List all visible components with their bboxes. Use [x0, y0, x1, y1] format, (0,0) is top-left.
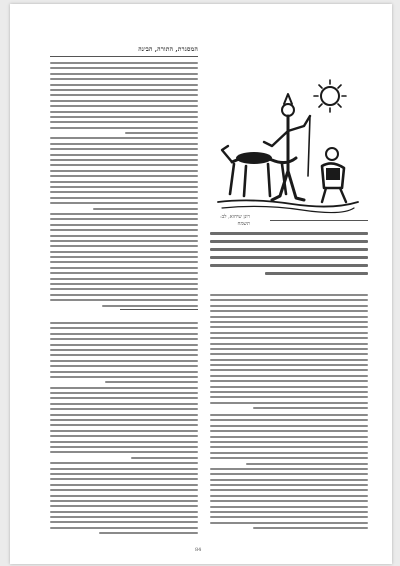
text-line	[210, 414, 368, 416]
text-line	[210, 495, 368, 497]
text-line	[210, 375, 368, 377]
text-line	[50, 360, 198, 362]
text-line	[50, 164, 198, 166]
text-line	[50, 181, 198, 183]
text-line	[50, 84, 198, 86]
text-line	[50, 527, 198, 529]
text-line	[50, 462, 198, 464]
text-line	[99, 532, 198, 534]
text-line	[50, 338, 198, 340]
text-line	[50, 251, 198, 253]
text-line	[50, 288, 198, 290]
text-line	[50, 430, 198, 432]
text-line	[50, 267, 198, 269]
text-line	[50, 186, 198, 188]
text-line	[210, 396, 368, 398]
text-line	[210, 264, 368, 267]
text-line	[210, 343, 368, 345]
text-line	[253, 407, 368, 409]
text-line	[50, 495, 198, 497]
text-line	[50, 468, 198, 470]
text-line	[210, 500, 368, 502]
sun-icon	[314, 80, 346, 112]
text-line	[93, 208, 198, 210]
text-line	[50, 100, 198, 102]
text-line	[210, 457, 368, 459]
text-line	[210, 240, 368, 243]
text-line	[210, 425, 368, 427]
text-line	[210, 522, 368, 524]
text-line	[50, 213, 198, 215]
text-line	[50, 127, 198, 129]
text-line	[210, 305, 368, 307]
right-paragraph-1	[210, 294, 368, 413]
left-heading-top: המסגרת, התורה, הבינה	[138, 46, 198, 53]
text-line	[102, 305, 198, 307]
text-line	[50, 478, 198, 480]
text-line	[50, 521, 198, 523]
text-line	[50, 229, 198, 231]
text-line	[210, 468, 368, 470]
text-line	[50, 116, 198, 118]
text-line	[50, 489, 198, 491]
text-line	[50, 327, 198, 329]
text-line	[131, 457, 198, 459]
text-line	[210, 248, 368, 251]
text-line	[50, 283, 198, 285]
text-line	[210, 452, 368, 454]
text-line	[50, 435, 198, 437]
text-line	[50, 67, 198, 69]
text-line	[50, 511, 198, 513]
text-line	[50, 354, 198, 356]
text-line	[50, 143, 198, 145]
text-line	[50, 159, 198, 161]
text-line	[50, 441, 198, 443]
text-line	[210, 299, 368, 301]
text-line	[50, 392, 198, 394]
text-line	[105, 381, 198, 383]
text-line	[50, 175, 198, 177]
left-paragraph-1	[50, 62, 198, 310]
text-line	[265, 272, 368, 275]
text-line	[50, 137, 198, 139]
text-line	[50, 256, 198, 258]
text-line	[50, 197, 198, 199]
text-line	[210, 436, 368, 438]
text-line	[50, 333, 198, 335]
heading-rule	[270, 220, 368, 221]
text-line	[210, 506, 368, 508]
figure-sketch	[212, 76, 362, 216]
text-line	[210, 316, 368, 318]
text-line	[50, 240, 198, 242]
text-line	[210, 479, 368, 481]
text-line	[50, 322, 198, 324]
right-paragraph-2	[210, 414, 368, 533]
text-line	[50, 89, 198, 91]
text-line	[50, 424, 198, 426]
text-line	[210, 386, 368, 388]
text-line	[210, 364, 368, 366]
text-line	[50, 451, 198, 453]
text-line	[50, 387, 198, 389]
text-line	[210, 332, 368, 334]
text-line	[50, 148, 198, 150]
text-line	[210, 489, 368, 491]
text-line	[210, 294, 368, 296]
text-line	[50, 105, 198, 107]
text-line	[50, 365, 198, 367]
text-line	[50, 403, 198, 405]
text-line	[50, 414, 198, 416]
text-line	[210, 348, 368, 350]
text-line	[50, 419, 198, 421]
text-line	[210, 337, 368, 339]
text-line	[210, 473, 368, 475]
text-line	[50, 121, 198, 123]
text-line	[210, 402, 368, 404]
text-line	[50, 191, 198, 193]
text-line	[210, 353, 368, 355]
document-page	[10, 4, 392, 564]
text-line	[210, 446, 368, 448]
text-line	[246, 463, 368, 465]
text-line	[50, 170, 198, 172]
text-line	[210, 430, 368, 432]
text-line	[210, 419, 368, 421]
left-paragraph-2	[50, 322, 198, 538]
text-line	[210, 326, 368, 328]
text-line	[210, 391, 368, 393]
text-line	[210, 380, 368, 382]
text-line	[50, 224, 198, 226]
text-line	[210, 310, 368, 312]
text-line	[50, 500, 198, 502]
text-line	[50, 371, 198, 373]
text-line	[50, 154, 198, 156]
heading-rule	[120, 309, 198, 310]
text-line	[50, 245, 198, 247]
text-line	[210, 359, 368, 361]
text-line	[210, 321, 368, 323]
text-line	[50, 202, 198, 204]
text-line	[50, 272, 198, 274]
text-line	[50, 261, 198, 263]
text-line	[50, 94, 198, 96]
text-line	[50, 484, 198, 486]
text-line	[50, 473, 198, 475]
text-line	[50, 376, 198, 378]
text-line	[210, 441, 368, 443]
text-line	[210, 511, 368, 513]
text-line	[50, 505, 198, 507]
text-line	[50, 73, 198, 75]
text-line	[50, 294, 198, 296]
text-line	[210, 516, 368, 518]
page-number: 84	[195, 547, 202, 553]
text-line	[210, 484, 368, 486]
text-line	[125, 132, 198, 134]
text-line	[50, 349, 198, 351]
lead-paragraph	[210, 232, 368, 280]
text-line	[50, 344, 198, 346]
text-line	[50, 278, 198, 280]
heading-rule	[50, 56, 198, 57]
text-line	[50, 235, 198, 237]
text-line	[50, 218, 198, 220]
text-line	[50, 78, 198, 80]
text-line	[50, 408, 198, 410]
text-line	[210, 369, 368, 371]
text-line	[50, 516, 198, 518]
text-line	[50, 397, 198, 399]
text-line	[210, 256, 368, 259]
text-line	[50, 62, 198, 64]
text-line	[50, 446, 198, 448]
text-line	[210, 232, 368, 235]
text-line	[50, 111, 198, 113]
tall-figure	[264, 94, 310, 200]
figure-caption: רונן שיחוא, לב: תשמח	[220, 214, 250, 227]
text-line	[253, 527, 368, 529]
text-line	[50, 299, 198, 301]
